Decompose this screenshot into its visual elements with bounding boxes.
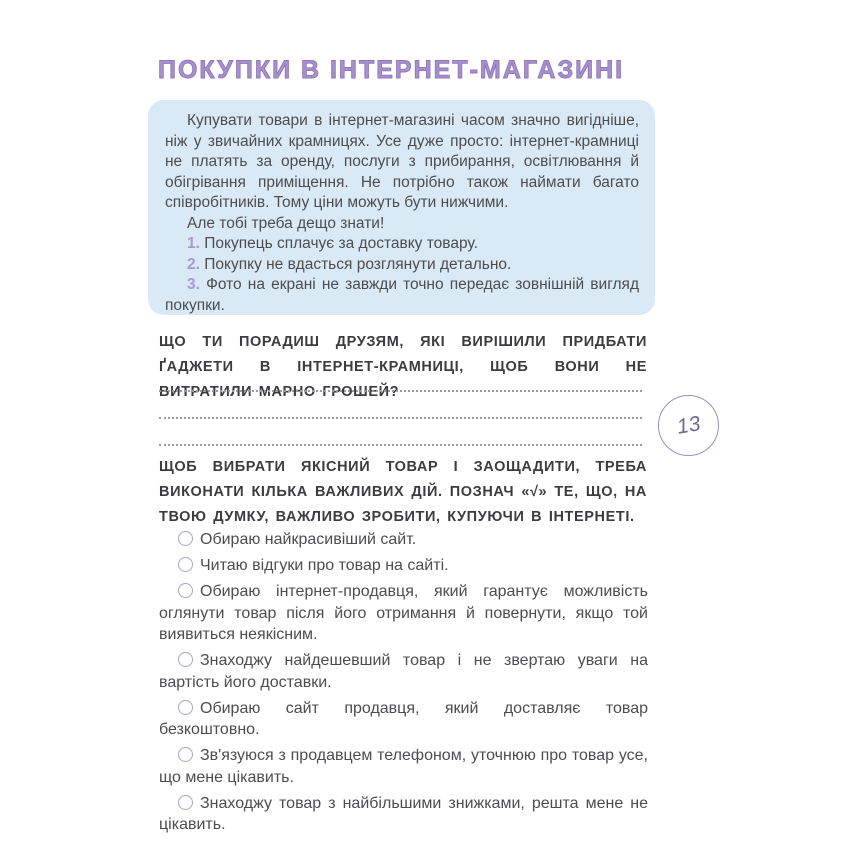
info-box — [148, 100, 655, 315]
options-list — [159, 529, 648, 840]
page-number-badge — [658, 395, 719, 456]
option-checkbox[interactable] — [178, 747, 193, 762]
option-checkbox[interactable] — [178, 583, 193, 598]
answer-line[interactable] — [159, 392, 642, 419]
option-row — [159, 698, 648, 741]
option-checkbox[interactable] — [178, 795, 193, 810]
question-text: ЩО ТИ ПОРАДИШ ДРУЗЯМ, ЯКІ ВИРІШИЛИ ПРИДБАТИ ҐАДЖЕТИ В ІНТЕРНЕТ-КРАМНИЦІ, ЩОБ ВОНИ НЕ ВИТРАТИЛИ МАРНО ГРОШЕЙ? — [159, 334, 647, 400]
answer-area — [159, 365, 642, 446]
item-number: 3. — [187, 276, 200, 293]
info-note-heading: Але тобі треба дещо знати! — [187, 214, 385, 232]
option-row — [159, 745, 648, 788]
answer-line[interactable] — [159, 419, 642, 446]
option-row — [159, 793, 648, 836]
info-numbered-item — [165, 275, 639, 316]
item-text: Фото на екрані не завжди точно передає зовнішній вигляд покупки. — [165, 276, 639, 314]
info-numbered-item — [165, 255, 639, 276]
option-row — [159, 555, 648, 577]
answer-line[interactable] — [159, 365, 642, 392]
option-text: Обираю сайт продавця, який доставляє товар безкоштовно. — [159, 699, 648, 738]
item-number: 1. — [187, 235, 200, 252]
option-text: Знаходжу товар з найбільшими знижками, решта мене не цікавить. — [159, 794, 648, 833]
option-checkbox[interactable] — [178, 531, 193, 546]
option-text: Читаю відгуки про товар на сайті. — [200, 557, 449, 574]
info-numbered-item — [165, 234, 639, 255]
option-checkbox[interactable] — [178, 557, 193, 572]
option-row — [159, 581, 648, 646]
info-paragraph: Купувати товари в інтернет-магазині часом значно вигідніше, ніж у звичайних крамницях. Усе дуже просто: інтернет-крамниці не платять за оренду, послуги з прибирання, освітлювання й обігрівання приміщення. Не потрібно також наймати багато співробітників. Тому ціни можуть бути нижчими. — [165, 112, 639, 211]
option-text: Знаходжу найдешевший товар і не звертаю уваги на вартість його доставки. — [159, 652, 648, 691]
option-checkbox[interactable] — [178, 652, 193, 667]
option-row — [159, 650, 648, 693]
item-text: Покупець сплачує за доставку товару. — [204, 235, 478, 252]
item-text: Покупку не вдасться розглянути детально. — [204, 255, 512, 273]
option-text: Обираю найкрасивіший сайт. — [200, 531, 417, 548]
task-text: ЩОБ ВИБРАТИ ЯКІСНИЙ ТОВАР І ЗАОЩАДИТИ, ТРЕБА ВИКОНАТИ КІЛЬКА ВАЖЛИВИХ ДІЙ. ПОЗНАЧ «√» ТЕ, ЩО, НА ТВОЮ ДУМКУ, ВАЖЛИВО ЗРОБИТИ, КУПУЮЧИ В ІНТЕРНЕТІ. — [159, 459, 647, 525]
option-checkbox[interactable] — [178, 700, 193, 715]
option-text: Обираю інтернет-продавця, який гарантує можливість оглянути товар після його отримання й повернути, якщо той виявиться неякісним. — [159, 583, 648, 643]
page-title: ПОКУПКИ В ІНТЕРНЕТ-МАГАЗИНІ — [158, 56, 625, 84]
item-number: 2. — [187, 255, 200, 273]
option-row — [159, 529, 648, 551]
page-number: 13 — [674, 411, 702, 439]
option-text: Зв'язуюся з продавцем телефоном, уточнюю про товар усе, що мене цікавить. — [159, 747, 648, 786]
